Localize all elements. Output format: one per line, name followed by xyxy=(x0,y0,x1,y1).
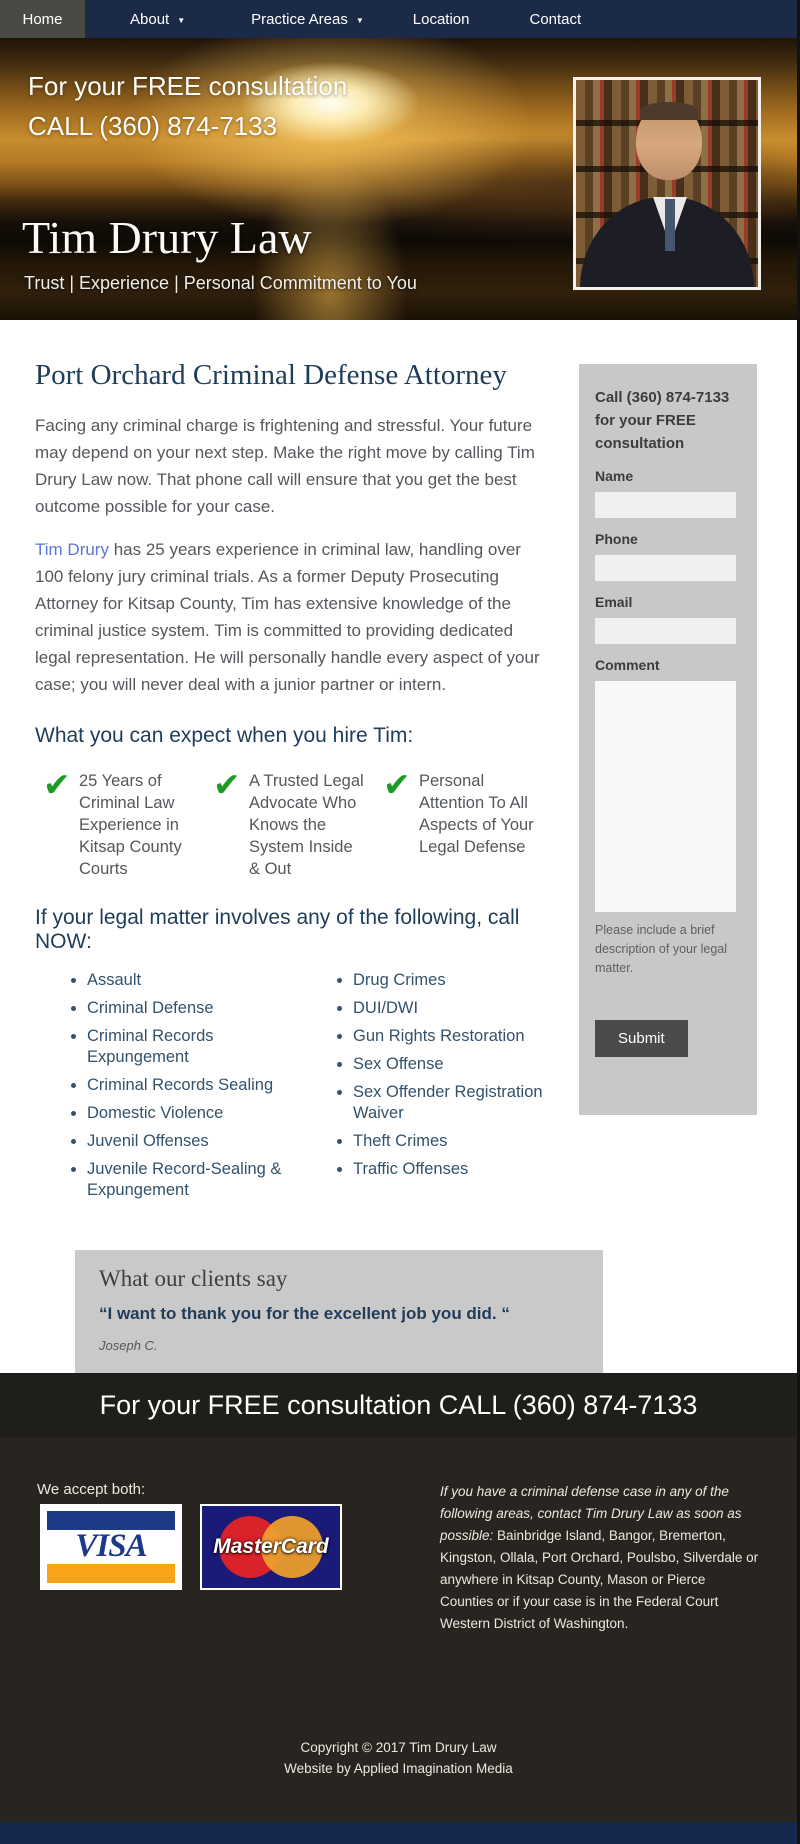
service-area-intro: If you have a criminal defense case in any of the following areas, contact Tim Drury Law as soon as possible: xyxy=(440,1484,742,1543)
hero-banner xyxy=(0,38,797,320)
phone-field[interactable] xyxy=(595,555,736,581)
nav-item-practice-areas[interactable] xyxy=(231,0,384,38)
nav-about-label: About xyxy=(130,10,170,28)
attorney-paragraph-text: has 25 years experience in criminal law, handling over 100 felony jury criminal trials. As a former Deputy Prosecuting Attorney for Kitsap County, Tim has extensive knowledge of the criminal justice system. Tim is committed to providing dedicated legal representation. He will personally handle every aspect of your case; you will never deal with a junior partner or intern. xyxy=(35,540,540,694)
practice-area-item: • Sex Offender Registration Waiver xyxy=(353,1082,568,1124)
check-icon: ✔ xyxy=(213,766,241,803)
name-field[interactable] xyxy=(595,492,736,518)
service-area-list: Bainbridge Island, Bangor, Bremerton, Kingston, Ollala, Port Orchard, Poulsbo, Silverdale or anywhere in Kitsap County, Mason or Pierce Counties or if your case is in the Federal Court Western District of Washington. xyxy=(440,1528,759,1631)
hero-cta-line1: For your FREE consultation xyxy=(28,71,348,101)
nav-item-about[interactable] xyxy=(110,0,205,38)
expect-item xyxy=(35,766,205,880)
visa-logo xyxy=(40,1504,182,1590)
credit-line: Website by Applied Imagination Media xyxy=(284,1761,513,1776)
check-icon: ✔ xyxy=(43,766,71,803)
nav-home-label: Home xyxy=(22,10,63,28)
practice-area-item: • Domestic Violence xyxy=(87,1103,317,1124)
practice-area-item: • Traffic Offenses xyxy=(353,1159,568,1180)
caret-down-icon: ▼ xyxy=(177,15,186,25)
testimonial-box xyxy=(75,1250,603,1373)
name-label: Name xyxy=(595,468,634,484)
content-column xyxy=(0,320,545,1373)
form-note: Please include a brief description of your legal matter. xyxy=(595,923,728,975)
attorney-tie xyxy=(665,199,675,251)
intro-paragraph: Facing any criminal charge is frightening and stressful. Your future may depend on your next step. Make the right move by calling Tim Drury Law now. That phone call will ensure that you get the best outcome possible for your case. xyxy=(35,416,535,516)
copyright-block xyxy=(0,1737,797,1779)
legal-matters-heading: If your legal matter involves any of the following, call NOW: xyxy=(35,906,520,953)
accept-cards-label: We accept both: xyxy=(37,1481,146,1498)
practice-area-item: • Juvenile Record-Sealing & Expungement xyxy=(87,1159,317,1201)
expect-item-text: A Trusted Legal Advocate Who Knows the System Inside & Out xyxy=(249,772,364,878)
expect-item xyxy=(375,766,545,880)
phone-label: Phone xyxy=(595,531,638,547)
nav-item-home[interactable] xyxy=(0,0,85,38)
main-nav xyxy=(0,0,797,38)
copyright-line: Copyright © 2017 Tim Drury Law xyxy=(300,1740,497,1755)
email-label: Email xyxy=(595,594,633,610)
expect-item xyxy=(205,766,375,880)
nav-item-contact[interactable] xyxy=(509,0,601,38)
mastercard-wordmark: MasterCard xyxy=(213,1535,329,1558)
practice-areas-lists xyxy=(35,970,545,1208)
comment-field[interactable] xyxy=(595,681,736,912)
footer-cta-band: For your FREE consultation CALL (360) 874-7133 xyxy=(0,1373,797,1437)
submit-button[interactable]: Submit xyxy=(595,1020,688,1057)
tim-drury-link[interactable]: Tim Drury xyxy=(35,540,109,559)
visa-orange-band xyxy=(47,1564,175,1583)
caret-down-icon: ▼ xyxy=(355,15,364,25)
main-area xyxy=(0,320,797,1373)
practice-area-item: • Theft Crimes xyxy=(353,1131,568,1152)
form-title: Call (360) 874-7133 for your FREE consultation xyxy=(595,389,730,452)
contact-form xyxy=(579,364,757,1115)
hero-cta-line2: CALL (360) 874-7133 xyxy=(28,111,278,141)
expect-item-text: 25 Years of Criminal Law Experience in Kitsap County Courts xyxy=(79,772,182,878)
hero-consultation-cta xyxy=(28,66,347,146)
bottom-navy-bar xyxy=(0,1822,797,1844)
nav-location-label: Location xyxy=(412,10,470,28)
practice-area-item: • Criminal Records Sealing xyxy=(87,1075,317,1096)
practice-area-item: • Sex Offense xyxy=(353,1054,568,1075)
practice-areas-left-column xyxy=(35,970,315,1208)
visa-wordmark: VISA xyxy=(75,1527,147,1564)
practice-area-item: • DUI/DWI xyxy=(353,998,568,1019)
attorney-paragraph xyxy=(35,536,545,698)
attorney-face xyxy=(636,102,702,180)
expect-item-text: Personal Attention To All Aspects of Your Legal Defense xyxy=(419,772,534,856)
page-title: Port Orchard Criminal Defense Attorney xyxy=(35,359,507,391)
service-area-text xyxy=(440,1481,762,1635)
mastercard-logo xyxy=(200,1504,342,1590)
practice-area-item: • Gun Rights Restoration xyxy=(353,1026,568,1047)
site-title: Tim Drury Law xyxy=(22,212,312,263)
practice-area-item: • Criminal Defense xyxy=(87,998,317,1019)
practice-area-item: • Drug Crimes xyxy=(353,970,568,991)
practice-area-item: • Criminal Records Expungement xyxy=(87,1026,317,1068)
practice-areas-right-column xyxy=(315,970,568,1208)
comment-label: Comment xyxy=(595,657,660,673)
expect-heading: What you can expect when you hire Tim: xyxy=(35,724,414,747)
testimonial-heading: What our clients say xyxy=(99,1266,288,1291)
payment-cards xyxy=(40,1504,342,1590)
footer xyxy=(0,1437,797,1822)
practice-area-item: • Juvenil Offenses xyxy=(87,1131,317,1152)
testimonial-quote: “I want to thank you for the excellent job you did. “ xyxy=(99,1304,510,1323)
practice-area-item: • Assault xyxy=(87,970,317,991)
nav-contact-label: Contact xyxy=(529,10,582,28)
site-tagline: Trust | Experience | Personal Commitment to You xyxy=(24,273,417,293)
attorney-photo xyxy=(573,77,761,290)
check-icon: ✔ xyxy=(383,766,411,803)
testimonial-author: Joseph C. xyxy=(99,1338,158,1353)
nav-practice-areas-label: Practice Areas xyxy=(251,10,348,28)
email-field[interactable] xyxy=(595,618,736,644)
expect-list xyxy=(35,766,545,880)
nav-item-location[interactable] xyxy=(393,0,490,38)
